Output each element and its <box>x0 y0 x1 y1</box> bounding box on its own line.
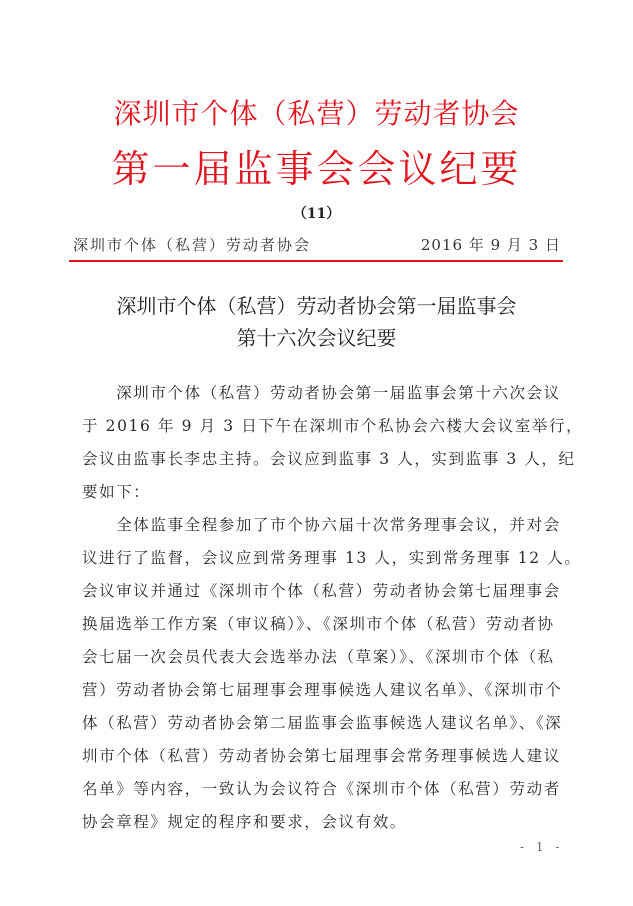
body-line: 会议审议并通过《深圳市个体（私营）劳动者协会第七届理事会 <box>82 582 561 600</box>
red-divider <box>69 260 563 262</box>
page-number: - 1 - <box>520 840 564 854</box>
document-title: 第一届监事会会议纪要 <box>111 147 522 191</box>
issue-date: 2016 年 9 月 3 日 <box>420 236 561 254</box>
body-line: 深圳市个体（私营）劳动者协会第一届监事会第十六次会议 <box>82 384 561 402</box>
body-line: 会七届一次会员代表大会选举办法（草案）》、《深圳市个体（私 <box>82 648 555 666</box>
minutes-heading-line-1: 深圳市个体（私营）劳动者协会第一届监事会 <box>116 294 517 318</box>
body-line: 全体监事全程参加了市个协六届十次常务理事会议，并对会 <box>82 516 561 534</box>
issue-number: （11） <box>292 206 341 222</box>
body-line: 营）劳动者协会第七届理事会理事候选人建议名单》、《深圳市个 <box>82 681 563 699</box>
body-line: 议进行了监督，会议应到常务理事 13 人，实到常务理事 12 人。 <box>82 549 582 567</box>
issuer-name: 深圳市个体（私营）劳动者协会 <box>73 236 312 254</box>
minutes-heading-line-2: 第十六次会议纪要 <box>236 326 397 350</box>
body-line: 圳市个体（私营）劳动者协会第七届理事会常务理事候选人建议 <box>82 747 561 765</box>
body-line: 名单》等内容，一致认为会议符合《深圳市个体（私营）劳动者 <box>82 780 561 798</box>
body-line: 协会章程》规定的程序和要求，会议有效。 <box>82 813 407 831</box>
body-line: 换届选举工作方案（审议稿）》、《深圳市个体（私营）劳动者协 <box>82 615 555 633</box>
organization-title: 深圳市个体（私营）劳动者协会 <box>113 97 520 130</box>
body-line: 会议由监事长李忠主持。会议应到监事 3 人，实到监事 3 人，纪 <box>82 450 576 468</box>
body-line: 要如下： <box>82 483 151 501</box>
body-line: 于 2016 年 9 月 3 日下午在深圳市个私协会六楼大会议室举行， <box>82 417 584 435</box>
body-line: 体（私营）劳动者协会第二届监事会监事候选人建议名单》、《深 <box>82 714 563 732</box>
